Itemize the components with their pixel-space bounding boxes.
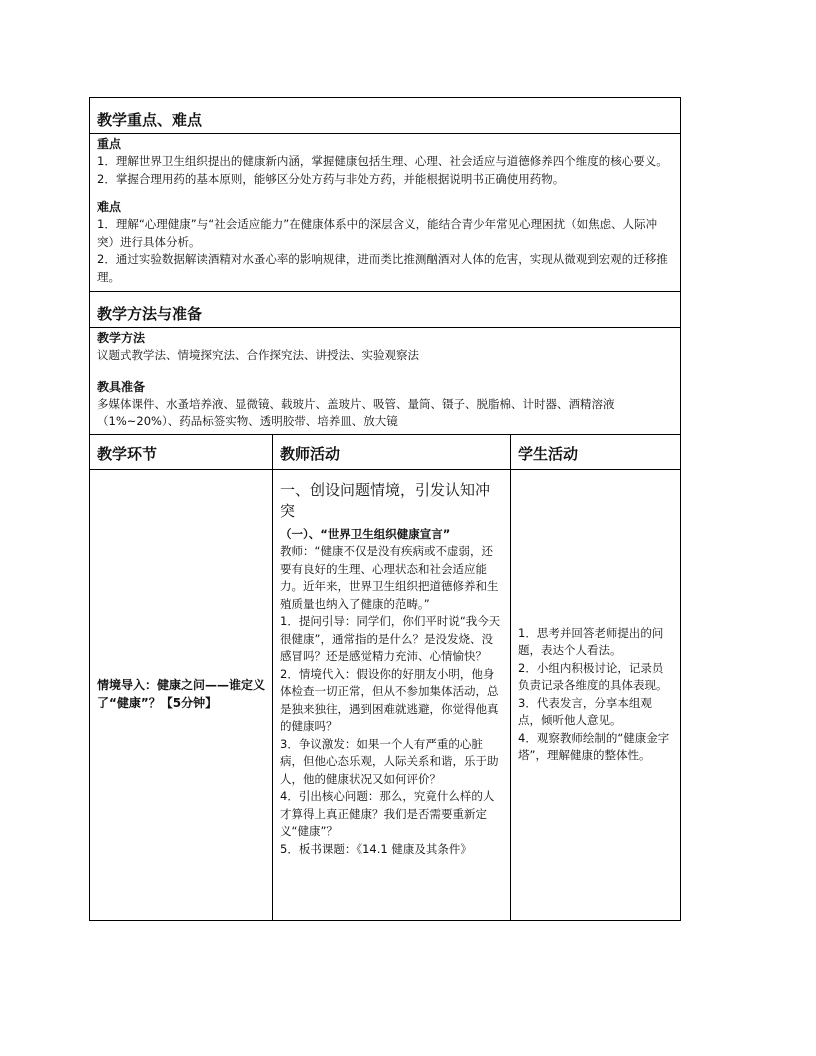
section-key-difficult-content — [90, 134, 681, 292]
teacher-paragraph: 3．争议激发：如果一个人有严重的心脏病，但他心态乐观，人际关系和谐，乐于助人，他的健康状况又如何评价？ — [280, 736, 499, 786]
methods-label: 教学方法 — [97, 331, 146, 345]
tools-label: 教具准备 — [97, 379, 146, 394]
teacher-paragraph: 2．情境代入：假设你的好朋友小明，他身体检查一切正常，但从不参加集体活动，总是独来独往，遇到困难就逃避，你觉得他真的健康吗？ — [280, 666, 499, 733]
lesson-plan-page — [89, 97, 680, 921]
difficult-points-label: 难点 — [97, 200, 122, 214]
student-activity-item: 1．思考并回答老师提出的问题，表达个人看法。 — [518, 625, 664, 657]
column-header-student: 学生活动 — [518, 444, 579, 463]
teacher-paragraph: 教师：“健康不仅是没有疾病或不虚弱，还要有良好的生理、心理状态和社会适应能力。近年来，世界卫生组织把道德修养和生殖质量也纳入了健康的范畴。” — [280, 544, 499, 611]
section-methods-header — [90, 292, 681, 328]
section-key-difficult-header — [90, 98, 681, 134]
key-point-item: 1．理解世界卫生组织提出的健康新内涵，掌握健康包括生理、心理、社会适应与道德修养四个维度的核心要义。 — [97, 154, 668, 168]
student-activity-item: 4．观察教师绘制的“健康金字塔”，理解健康的整体性。 — [518, 730, 670, 762]
column-header-teacher: 教师活动 — [280, 444, 341, 463]
activity-row — [90, 469, 681, 920]
teacher-paragraph: 5．板书课题：《14.1 健康及其条件》 — [280, 841, 472, 856]
lesson-plan-table — [89, 97, 681, 921]
difficult-point-item: 2．通过实验数据解读酒精对水蚤心率的影响规律，进而类比推测酗酒对人体的危害，实现从微观到宏观的迁移推理。 — [97, 252, 668, 284]
methods-text: 议题式教学法、情境探究法、合作探究法、讲授法、实验观察法 — [97, 348, 419, 362]
key-point-item: 2．掌握合理用药的基本原则，能够区分处方药与非处方药，并能根据说明书正确使用药物。 — [97, 171, 565, 186]
section-title: 教学方法与准备 — [97, 305, 203, 323]
teacher-subsection-title: （一）、“世界卫生组织健康宣言” — [280, 526, 451, 541]
teacher-section-title: 一、创设问题情境，引发认知冲突 — [280, 480, 491, 520]
stage-label: 情境导入：健康之问——谁定义了“健康”？【5分钟】 — [97, 678, 266, 710]
teacher-paragraph: 4．引出核心问题：那么，究竟什么样的人才算得上真正健康？我们是否需要重新定义“健康”？ — [280, 789, 495, 838]
activity-column-headers — [90, 434, 681, 469]
column-header-stage: 教学环节 — [97, 444, 158, 463]
student-activity-item: 3．代表发言，分享本组观点，倾听他人意见。 — [518, 695, 652, 727]
key-points-label: 重点 — [97, 137, 122, 151]
student-activity-item: 2．小组内积极讨论，记录员负责记录各维度的具体表现。 — [518, 660, 668, 692]
section-title: 教学重点、难点 — [97, 111, 203, 129]
difficult-point-item: 1．理解“心理健康”与“社会适应能力”在健康体系中的深层含义，能结合青少年常见心理困扰（如焦虑、人际冲突）进行具体分析。 — [97, 217, 658, 249]
section-methods-content — [90, 328, 681, 435]
teacher-paragraph: 1．提问引导：同学们，你们平时说“我今天很健康”，通常指的是什么？是没发烧、没感冒吗？还是感觉精力充沛、心情愉快？ — [280, 614, 501, 663]
tools-text: 多媒体课件、水蚤培养液、显微镜、载玻片、盖玻片、吸管、量筒、镊子、脱脂棉、计时器、酒精溶液（1%~20%）、药品标签实物、透明胶带、培养皿、放大镜 — [97, 396, 615, 428]
